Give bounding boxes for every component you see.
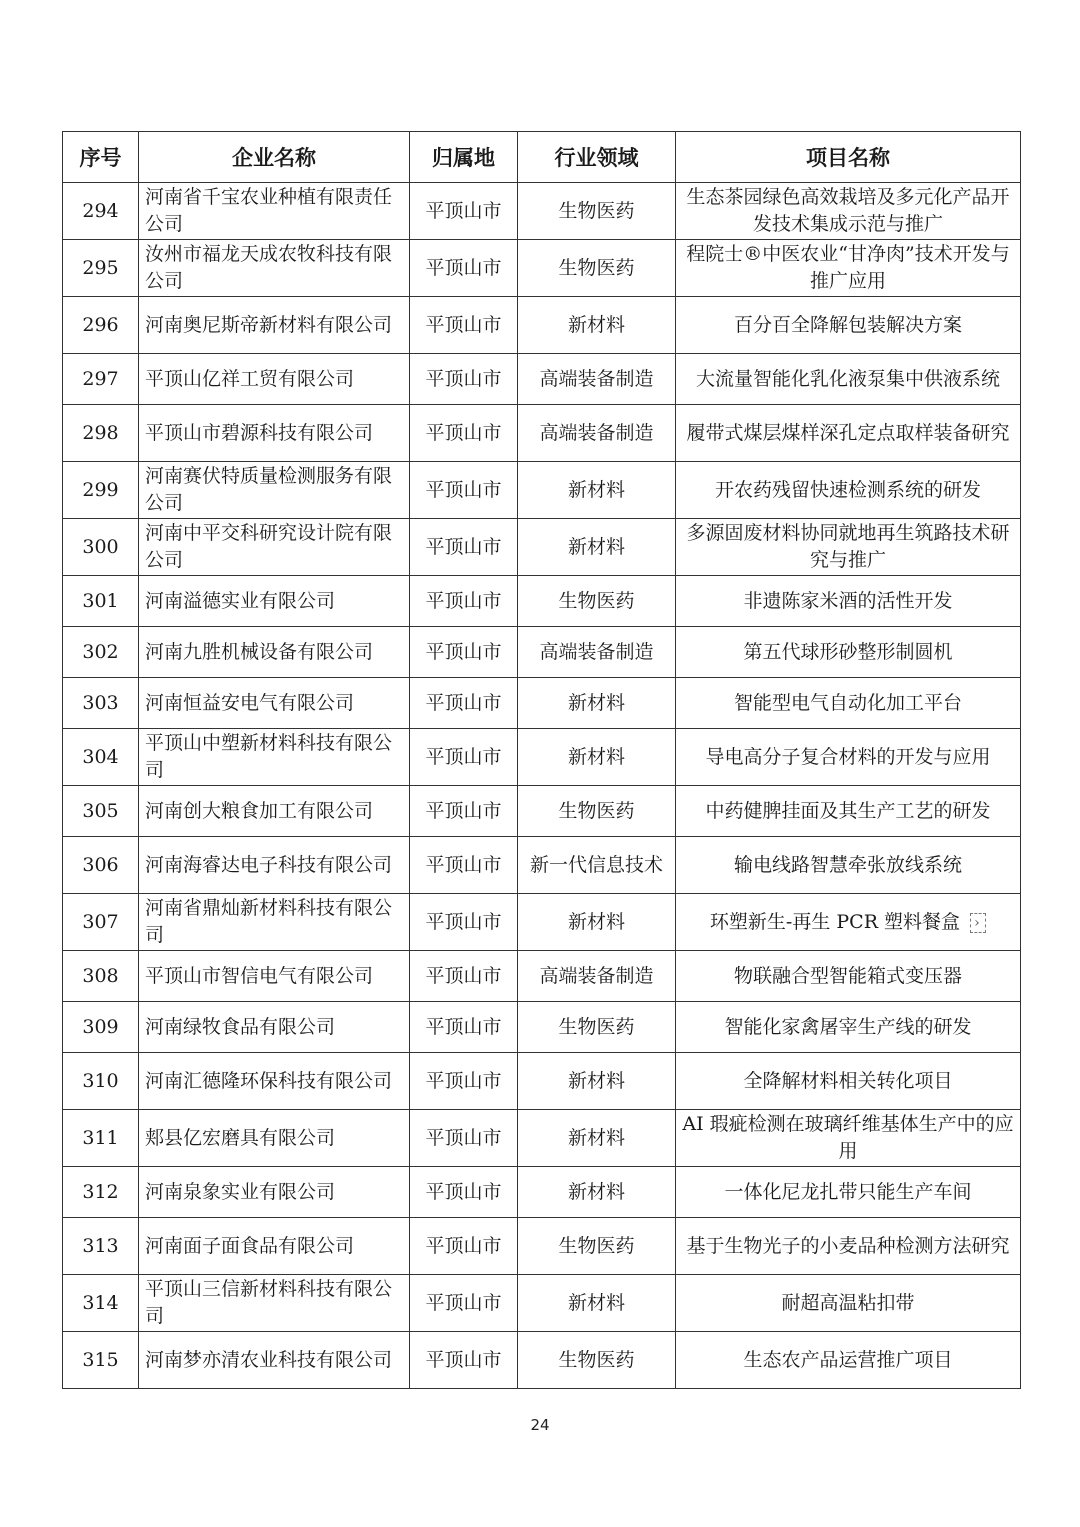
- row-project-text: 开农药残留快速检测系统的研发: [714, 478, 981, 501]
- row-industry: [518, 576, 676, 627]
- row-industry-text: 新材料: [567, 1180, 625, 1203]
- row-location: [410, 1218, 518, 1275]
- row-company-text: 平顶山市碧源科技有限公司: [145, 421, 374, 444]
- row-number: [63, 729, 139, 786]
- row-company: [139, 1110, 410, 1167]
- row-location-text: 平顶山市: [425, 421, 502, 444]
- row-location-text: 平顶山市: [425, 1126, 502, 1149]
- row-project-text: 智能化家禽屠宰生产线的研发: [724, 1015, 972, 1038]
- row-number-text: 315: [82, 1348, 119, 1371]
- row-company: [139, 240, 410, 297]
- row-industry-text: 生物医药: [558, 1234, 635, 1257]
- expand-icon: [970, 913, 986, 933]
- row-number-text: 312: [82, 1180, 119, 1203]
- row-location-text: 平顶山市: [425, 853, 502, 876]
- header-company: 企业名称: [139, 132, 410, 183]
- row-industry-text: 新材料: [567, 910, 625, 933]
- row-location-text: 平顶山市: [425, 313, 502, 336]
- row-company-text: 河南赛伏特质量检测服务有限公司: [145, 465, 393, 514]
- row-number-text: 305: [82, 799, 119, 822]
- row-number-text: 296: [82, 313, 119, 336]
- row-company: [139, 894, 410, 951]
- row-industry-text: 新材料: [567, 745, 625, 768]
- row-company: [139, 462, 410, 519]
- header-number: 序号: [63, 132, 139, 183]
- row-project-text: 中药健脾挂面及其生产工艺的研发: [705, 799, 991, 822]
- row-location-text: 平顶山市: [425, 199, 502, 222]
- row-location: [410, 240, 518, 297]
- row-number-text: 306: [82, 853, 119, 876]
- row-number: [63, 1110, 139, 1167]
- row-number-text: 298: [82, 421, 119, 444]
- row-project: [676, 405, 1021, 462]
- row-company: [139, 576, 410, 627]
- table-row: [63, 1332, 1021, 1389]
- row-number-text: 308: [82, 964, 119, 987]
- row-company-text: 河南创大粮食加工有限公司: [145, 799, 374, 822]
- row-company-text: 河南溢德实业有限公司: [145, 589, 336, 612]
- row-project: [676, 786, 1021, 837]
- row-industry: [518, 1002, 676, 1053]
- row-project-text: 百分百全降解包装解决方案: [733, 313, 962, 336]
- row-project: [676, 1332, 1021, 1389]
- row-company: [139, 627, 410, 678]
- row-project: [676, 627, 1021, 678]
- row-company: [139, 1275, 410, 1332]
- row-company: [139, 678, 410, 729]
- row-location-text: 平顶山市: [425, 964, 502, 987]
- row-industry: [518, 1167, 676, 1218]
- table-row: [63, 951, 1021, 1002]
- row-number: [63, 354, 139, 405]
- row-company-text: 河南海睿达电子科技有限公司: [145, 853, 393, 876]
- row-industry: [518, 951, 676, 1002]
- row-location: [410, 729, 518, 786]
- row-number: [63, 1053, 139, 1110]
- row-number: [63, 576, 139, 627]
- row-number-text: 302: [82, 640, 119, 663]
- row-number-text: 295: [82, 256, 119, 279]
- row-company: [139, 1218, 410, 1275]
- row-location-text: 平顶山市: [425, 745, 502, 768]
- row-industry-text: 新材料: [567, 1291, 625, 1314]
- row-company-text: 平顶山亿祥工贸有限公司: [145, 367, 355, 390]
- row-number: [63, 1275, 139, 1332]
- row-number: [63, 462, 139, 519]
- row-company: [139, 297, 410, 354]
- row-number: [63, 240, 139, 297]
- row-number-text: 300: [82, 535, 119, 558]
- row-number: [63, 1218, 139, 1275]
- row-company-text: 河南泉象实业有限公司: [145, 1180, 336, 1203]
- row-project-text: 多源固废材料协同就地再生筑路技术研究与推广: [686, 522, 1010, 571]
- row-location-text: 平顶山市: [425, 1234, 502, 1257]
- row-location-text: 平顶山市: [425, 478, 502, 501]
- row-industry: [518, 183, 676, 240]
- row-company-text: 河南梦亦清农业科技有限公司: [145, 1348, 393, 1371]
- row-industry-text: 新材料: [567, 691, 625, 714]
- row-location: [410, 462, 518, 519]
- row-company: [139, 1167, 410, 1218]
- row-company-text: 河南省千宝农业种植有限责任公司: [145, 186, 393, 235]
- table-row: [63, 1002, 1021, 1053]
- row-project: [676, 462, 1021, 519]
- row-number-text: 310: [82, 1069, 119, 1092]
- row-location-text: 平顶山市: [425, 640, 502, 663]
- row-project-text: 基于生物光子的小麦品种检测方法研究: [686, 1234, 1010, 1257]
- row-number: [63, 1167, 139, 1218]
- row-location: [410, 183, 518, 240]
- row-company: [139, 1002, 410, 1053]
- row-project: [676, 1110, 1021, 1167]
- row-number-text: 313: [82, 1234, 119, 1257]
- row-project-text: 智能型电气自动化加工平台: [733, 691, 962, 714]
- row-company: [139, 786, 410, 837]
- table-row: [63, 894, 1021, 951]
- row-industry: [518, 462, 676, 519]
- row-company-text: 河南中平交科研究设计院有限公司: [145, 522, 393, 571]
- row-number: [63, 837, 139, 894]
- row-company-text: 河南绿牧食品有限公司: [145, 1015, 336, 1038]
- row-project: [676, 678, 1021, 729]
- row-number-text: 301: [82, 589, 119, 612]
- row-number-text: 304: [82, 745, 119, 768]
- row-project: [676, 240, 1021, 297]
- table-header-row: [63, 132, 1021, 183]
- table-row: [63, 1218, 1021, 1275]
- row-location: [410, 837, 518, 894]
- table-row: [63, 462, 1021, 519]
- row-project: [676, 1218, 1021, 1275]
- row-company: [139, 729, 410, 786]
- row-industry: [518, 678, 676, 729]
- row-project: [676, 837, 1021, 894]
- row-location: [410, 894, 518, 951]
- row-number-text: 309: [82, 1015, 119, 1038]
- row-project-text: 生态茶园绿色高效栽培及多元化产品开发技术集成示范与推广: [686, 186, 1010, 235]
- row-location-text: 平顶山市: [425, 1348, 502, 1371]
- row-industry: [518, 1218, 676, 1275]
- row-project-text: 环塑新生-再生 PCR 塑料餐盒: [709, 910, 961, 933]
- table-row: [63, 729, 1021, 786]
- row-company: [139, 951, 410, 1002]
- row-number: [63, 894, 139, 951]
- row-industry-text: 生物医药: [558, 1348, 635, 1371]
- row-location-text: 平顶山市: [425, 691, 502, 714]
- row-industry: [518, 1053, 676, 1110]
- row-company-text: 河南奥尼斯帝新材料有限公司: [145, 313, 393, 336]
- row-location-text: 平顶山市: [425, 910, 502, 933]
- row-industry-text: 生物医药: [558, 1015, 635, 1038]
- row-location: [410, 1002, 518, 1053]
- row-location: [410, 354, 518, 405]
- row-number-text: 303: [82, 691, 119, 714]
- row-project: [676, 519, 1021, 576]
- row-location-text: 平顶山市: [425, 589, 502, 612]
- row-project: [676, 894, 1021, 951]
- row-number-text: 311: [82, 1126, 119, 1149]
- row-industry: [518, 786, 676, 837]
- row-location-text: 平顶山市: [425, 535, 502, 558]
- row-project: [676, 1002, 1021, 1053]
- row-project-text: 物联融合型智能箱式变压器: [733, 964, 962, 987]
- row-industry-text: 新一代信息技术: [529, 853, 663, 876]
- row-company-text: 河南恒益安电气有限公司: [145, 691, 355, 714]
- row-location: [410, 1275, 518, 1332]
- row-project-text: 输电线路智慧牵张放线系统: [733, 853, 962, 876]
- row-project-text: 大流量智能化乳化液泵集中供液系统: [695, 367, 1000, 390]
- row-project: [676, 951, 1021, 1002]
- row-location: [410, 786, 518, 837]
- row-project-text: 全降解材料相关转化项目: [743, 1069, 953, 1092]
- row-location-text: 平顶山市: [425, 256, 502, 279]
- row-project-text: 第五代球形砂整形制圆机: [743, 640, 953, 663]
- row-project-text: 非遗陈家米酒的活性开发: [743, 589, 953, 612]
- row-company: [139, 183, 410, 240]
- row-industry: [518, 1275, 676, 1332]
- row-location: [410, 678, 518, 729]
- row-location: [410, 405, 518, 462]
- table-row: [63, 678, 1021, 729]
- table-row: [63, 297, 1021, 354]
- row-project-text: 生态农产品运营推广项目: [743, 1348, 953, 1371]
- row-industry-text: 新材料: [567, 1069, 625, 1092]
- row-industry-text: 生物医药: [558, 199, 635, 222]
- table-row: [63, 576, 1021, 627]
- row-number: [63, 678, 139, 729]
- table-row: [63, 786, 1021, 837]
- row-number: [63, 183, 139, 240]
- row-project: [676, 576, 1021, 627]
- row-industry: [518, 894, 676, 951]
- row-project-text: 耐超高温粘扣带: [781, 1291, 915, 1314]
- row-company-text: 河南九胜机械设备有限公司: [145, 640, 374, 663]
- row-company-text: 汝州市福龙天成农牧科技有限公司: [145, 243, 393, 292]
- row-industry-text: 高端装备制造: [539, 964, 654, 987]
- row-number: [63, 1332, 139, 1389]
- table-row: [63, 183, 1021, 240]
- row-project-text: 一体化尼龙扎带只能生产车间: [724, 1180, 972, 1203]
- row-industry-text: 生物医药: [558, 256, 635, 279]
- row-number: [63, 1002, 139, 1053]
- table-row: [63, 240, 1021, 297]
- row-industry-text: 生物医药: [558, 589, 635, 612]
- row-company-text: 河南面子面食品有限公司: [145, 1234, 355, 1257]
- row-location: [410, 297, 518, 354]
- row-company-text: 平顶山三信新材料科技有限公司: [145, 1278, 393, 1327]
- row-company: [139, 354, 410, 405]
- table-row: [63, 837, 1021, 894]
- table-row: [63, 405, 1021, 462]
- row-project-text: 导电高分子复合材料的开发与应用: [705, 745, 991, 768]
- row-location-text: 平顶山市: [425, 367, 502, 390]
- row-project: [676, 297, 1021, 354]
- table-row: [63, 1275, 1021, 1332]
- row-location: [410, 1110, 518, 1167]
- row-number: [63, 297, 139, 354]
- row-number: [63, 627, 139, 678]
- row-location-text: 平顶山市: [425, 1180, 502, 1203]
- row-industry: [518, 519, 676, 576]
- row-number-text: 307: [82, 910, 119, 933]
- row-number: [63, 786, 139, 837]
- row-industry: [518, 627, 676, 678]
- row-company-text: 河南汇德隆环保科技有限公司: [145, 1069, 393, 1092]
- row-location: [410, 519, 518, 576]
- row-industry: [518, 729, 676, 786]
- row-industry-text: 生物医药: [558, 799, 635, 822]
- row-company: [139, 405, 410, 462]
- row-company: [139, 837, 410, 894]
- row-location: [410, 1053, 518, 1110]
- project-table: [62, 131, 1021, 1389]
- row-industry-text: 新材料: [567, 535, 625, 558]
- row-number: [63, 951, 139, 1002]
- row-industry: [518, 1110, 676, 1167]
- row-company-text: 郏县亿宏磨具有限公司: [145, 1126, 336, 1149]
- row-industry-text: 高端装备制造: [539, 367, 654, 390]
- row-project: [676, 1167, 1021, 1218]
- row-project-text: AI 瑕疵检测在玻璃纤维基体生产中的应用: [682, 1113, 1014, 1162]
- row-number-text: 314: [82, 1291, 119, 1314]
- row-industry-text: 新材料: [567, 313, 625, 336]
- table-row: [63, 1110, 1021, 1167]
- row-location-text: 平顶山市: [425, 1069, 502, 1092]
- row-industry: [518, 837, 676, 894]
- row-project: [676, 354, 1021, 405]
- row-number: [63, 519, 139, 576]
- table-row: [63, 1167, 1021, 1218]
- row-location-text: 平顶山市: [425, 1015, 502, 1038]
- row-location-text: 平顶山市: [425, 1291, 502, 1314]
- row-location: [410, 627, 518, 678]
- row-industry: [518, 297, 676, 354]
- row-industry: [518, 405, 676, 462]
- row-project: [676, 183, 1021, 240]
- table-row: [63, 519, 1021, 576]
- table-row: [63, 627, 1021, 678]
- header-location: 归属地: [410, 132, 518, 183]
- row-project-text: 履带式煤层煤样深孔定点取样装备研究: [686, 421, 1010, 444]
- page-number: 24: [530, 1416, 550, 1434]
- table-row: [63, 1053, 1021, 1110]
- row-project: [676, 1053, 1021, 1110]
- row-company: [139, 519, 410, 576]
- row-project: [676, 729, 1021, 786]
- header-industry: 行业领域: [518, 132, 676, 183]
- row-number-text: 297: [82, 367, 119, 390]
- header-project: 项目名称: [676, 132, 1021, 183]
- row-location: [410, 576, 518, 627]
- row-location-text: 平顶山市: [425, 799, 502, 822]
- row-industry-text: 高端装备制造: [539, 640, 654, 663]
- row-number-text: 294: [82, 199, 119, 222]
- row-company-text: 河南省鼎灿新材料科技有限公司: [145, 897, 393, 946]
- row-industry-text: 新材料: [567, 1126, 625, 1149]
- row-company: [139, 1053, 410, 1110]
- table-row: [63, 354, 1021, 405]
- row-industry-text: 高端装备制造: [539, 421, 654, 444]
- row-number: [63, 405, 139, 462]
- row-company: [139, 1332, 410, 1389]
- row-location: [410, 951, 518, 1002]
- row-industry: [518, 1332, 676, 1389]
- row-industry: [518, 240, 676, 297]
- row-location: [410, 1167, 518, 1218]
- row-project: [676, 1275, 1021, 1332]
- row-company-text: 平顶山市智信电气有限公司: [145, 964, 374, 987]
- row-company-text: 平顶山中塑新材料科技有限公司: [145, 732, 393, 781]
- row-number-text: 299: [82, 478, 119, 501]
- row-industry-text: 新材料: [567, 478, 625, 501]
- row-project-text: 程院士®中医农业“甘净肉”技术开发与推广应用: [686, 243, 1010, 292]
- row-industry: [518, 354, 676, 405]
- row-location: [410, 1332, 518, 1389]
